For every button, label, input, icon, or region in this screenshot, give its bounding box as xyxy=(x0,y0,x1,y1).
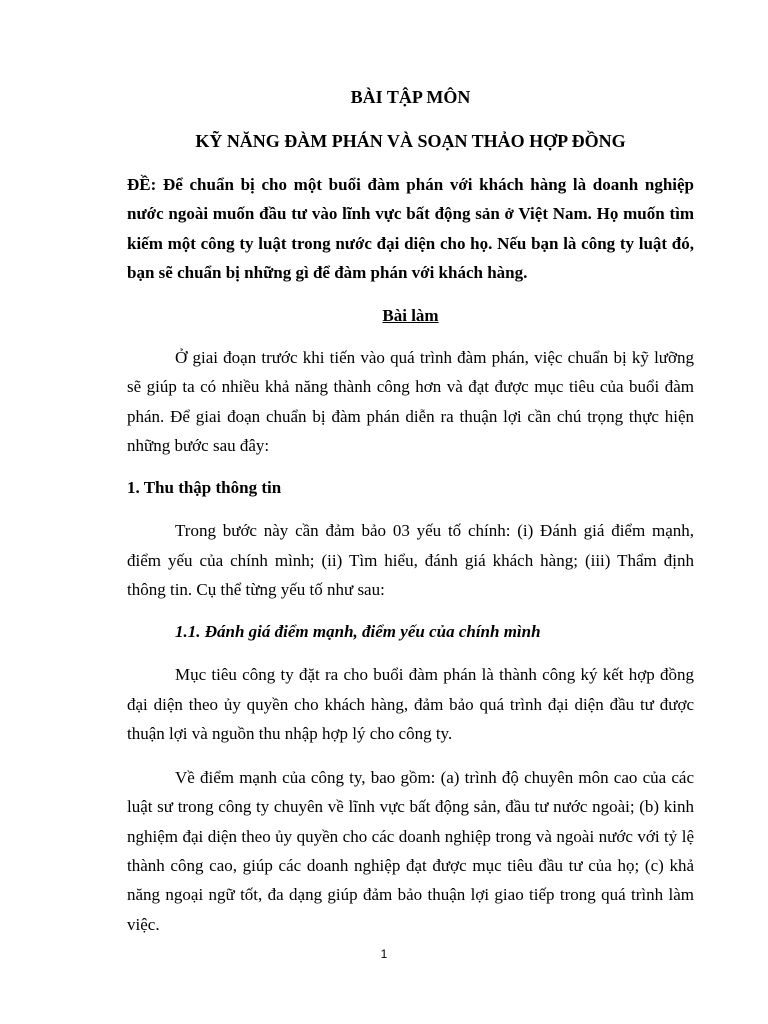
document-subtitle: KỸ NĂNG ĐÀM PHÁN VÀ SOẠN THẢO HỢP ĐỒNG xyxy=(195,131,626,151)
document-title: BÀI TẬP MÔN xyxy=(350,87,471,107)
subsection-1-1-paragraph-2: Về điểm mạnh của công ty, bao gồm: (a) trình độ chuyên môn cao của các luật sư trong công ty chuyên về lĩnh vực bất động sản, đầu tư nước ngoài; (b) kinh nghiệm đại diện theo ủy quyền cho các doanh nghiệp trong và ngoài nước với tỷ lệ thành công cao, giúp các doanh nghiệp đạt được mục tiêu đầu tư của họ; (c) khả năng ngoại ngữ tốt, đa dạng giúp đảm bảo thuận lợi giao tiếp trong quá trình làm việc. xyxy=(127,768,694,934)
answer-heading: Bài làm xyxy=(382,306,439,326)
subsection-1-1-heading: 1.1. Đánh giá điểm mạnh, điểm yếu của chính mình xyxy=(175,622,541,642)
subsection-1-1-paragraph-1: Mục tiêu công ty đặt ra cho buổi đàm phán là thành công ký kết hợp đồng đại diện theo ủy quyền cho khách hàng, đảm bảo quá trình đại diện đầu tư được thuận lợi và nguồn thu nhập hợp lý cho công ty. xyxy=(127,665,694,743)
section-1-heading: 1. Thu thập thông tin xyxy=(127,478,282,498)
section-1-paragraph: Trong bước này cần đảm bảo 03 yếu tố chính: (i) Đánh giá điểm mạnh, điểm yếu của chính mình; (ii) Tìm hiểu, đánh giá khách hàng; (iii) Thẩm định thông tin. Cụ thể từng yếu tố như sau: xyxy=(127,521,694,599)
intro-paragraph: Ở giai đoạn trước khi tiến vào quá trình đàm phán, việc chuẩn bị kỹ lưỡng sẽ giúp ta có nhiều khả năng thành công hơn và đạt được mục tiêu của buổi đàm phán. Để giai đoạn chuẩn bị đàm phán diễn ra thuận lợi cần chú trọng thực hiện những bước sau đây: xyxy=(127,348,694,456)
assignment-question: ĐỀ: Để chuẩn bị cho một buổi đàm phán với khách hàng là doanh nghiệp nước ngoài muốn đầu tư vào lĩnh vực bất động sản ở Việt Nam. Họ muốn tìm kiếm một công ty luật trong nước đại diện cho họ. Nếu bạn là công ty luật đó, bạn sẽ chuẩn bị những gì để đàm phán với khách hàng. xyxy=(127,175,694,282)
document-body xyxy=(127,84,694,954)
page-number: 1 xyxy=(380,947,388,961)
